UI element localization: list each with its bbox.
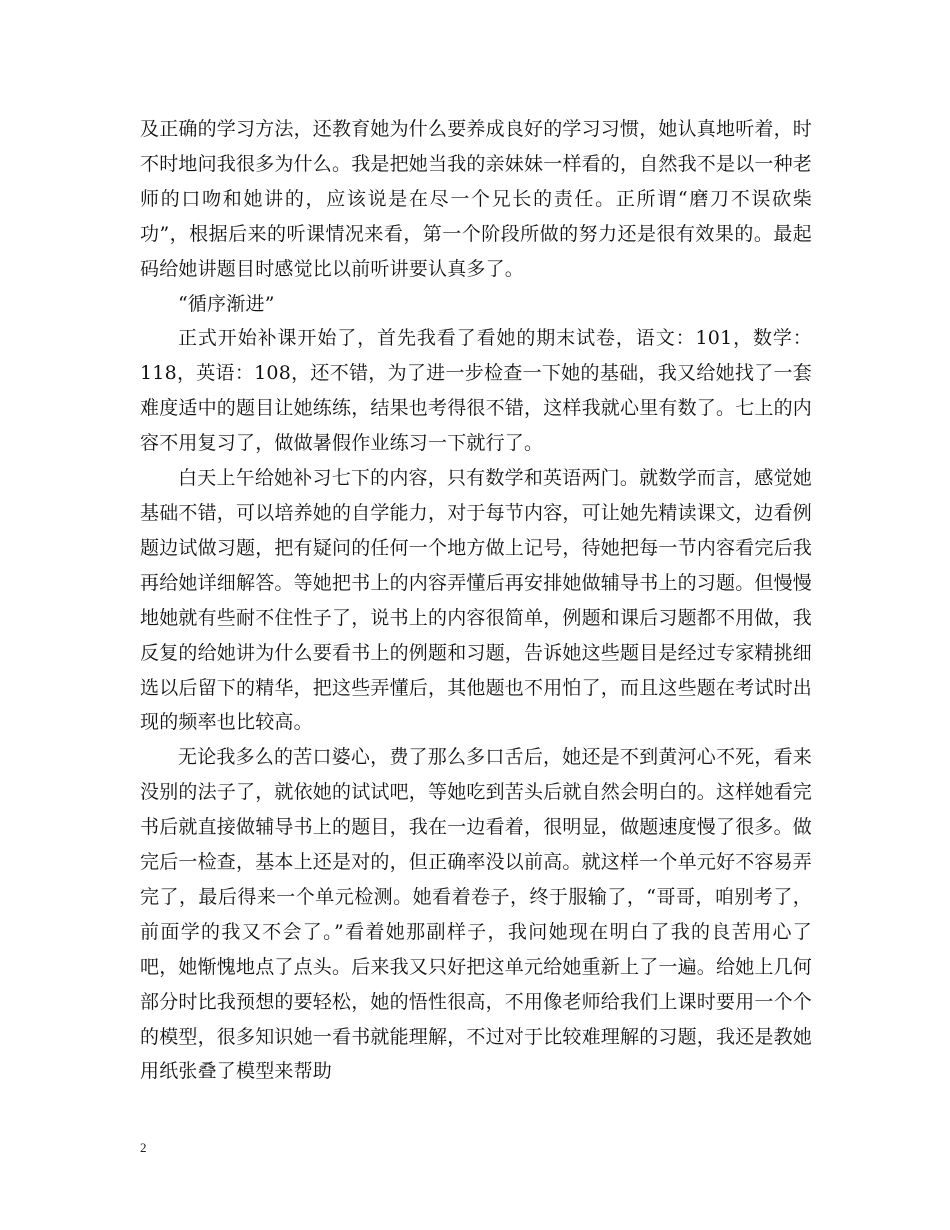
section-heading: “循序渐进” [178, 292, 275, 315]
paragraph-continued: 及正确的学习方法，还教育她为什么要养成良好的学习习惯，她认真地听着，时不时地问我很多为什么。我是把她当我的亲妹妹一样看的，自然我不是以一种老师的口吻和她讲的，应该说是在尽一个兄长的责任。正所谓“磨刀不误砍柴功”，根据后来的听课情况来看，第一个阶段所做的努力还是很有效果的。最起码给她讲题目时感觉比以前听讲要认真多了。 [140, 118, 813, 280]
document-body [140, 112, 812, 1089]
paragraph-daily-tutoring: 白天上午给她补习七下的内容，只有数学和英语两门。就数学而言，感觉她基础不错，可以培养她的自学能力，对于每节内容，可让她先精读课文，边看例题边试做习题，把有疑问的任何一个地方做上记号，待她把每一节内容看完后我再给她详细解答。等她把书上的内容弄懂后再安排她做辅导书上的习题。但慢慢地她就有些耐不住性子了，说书上的内容很简单，例题和课后习题都不用做，我反复的给她讲为什么要看书上的例题和习题，告诉她这些题目是经过专家精挑细选以后留下的精华，把这些弄懂后，其他题也不用怕了，而且这些题在考试时出现的频率也比较高。 [140, 467, 813, 734]
paragraph-exam-scores: 正式开始补课开始了，首先我看了看她的期末试卷，语文：101，数学：118，英语：108，还不错，为了进一步检查一下她的基础，我又给她找了一套难度适中的题目让她练练，结果也考得很不错，这样我就心里有数了。七上的内容不用复习了，做做暑假作业练习一下就行了。 [140, 327, 813, 455]
paragraph-lesson-learned: 无论我多么的苦口婆心，费了那么多口舌后，她还是不到黄河心不死，看来没别的法子了，就依她的试试吧，等她吃到苦头后就自然会明白的。这样她看完书后就直接做辅导书上的题目，我在一边看着，很明显，做题速度慢了很多。做完后一检查，基本上还是对的，但正确率没以前高。就这样一个单元好不容易弄完了，最后得来一个单元检测。她看着卷子，终于服输了，“哥哥，咱别考了，前面学的我又不会了。”看着她那副样子，我问她现在明白了我的良苦用心了吧，她惭愧地点了点头。后来我又只好把这单元给她重新上了一遍。给她上几何部分时比我预想的要轻松，她的悟性很高，不用像老师给我们上课时要用一个个的模型，很多知识她一看书就能理解，不过对于比较难理解的习题，我还是教她用纸张叠了模型来帮助 [140, 746, 813, 1083]
page-number: 2 [140, 1140, 147, 1155]
